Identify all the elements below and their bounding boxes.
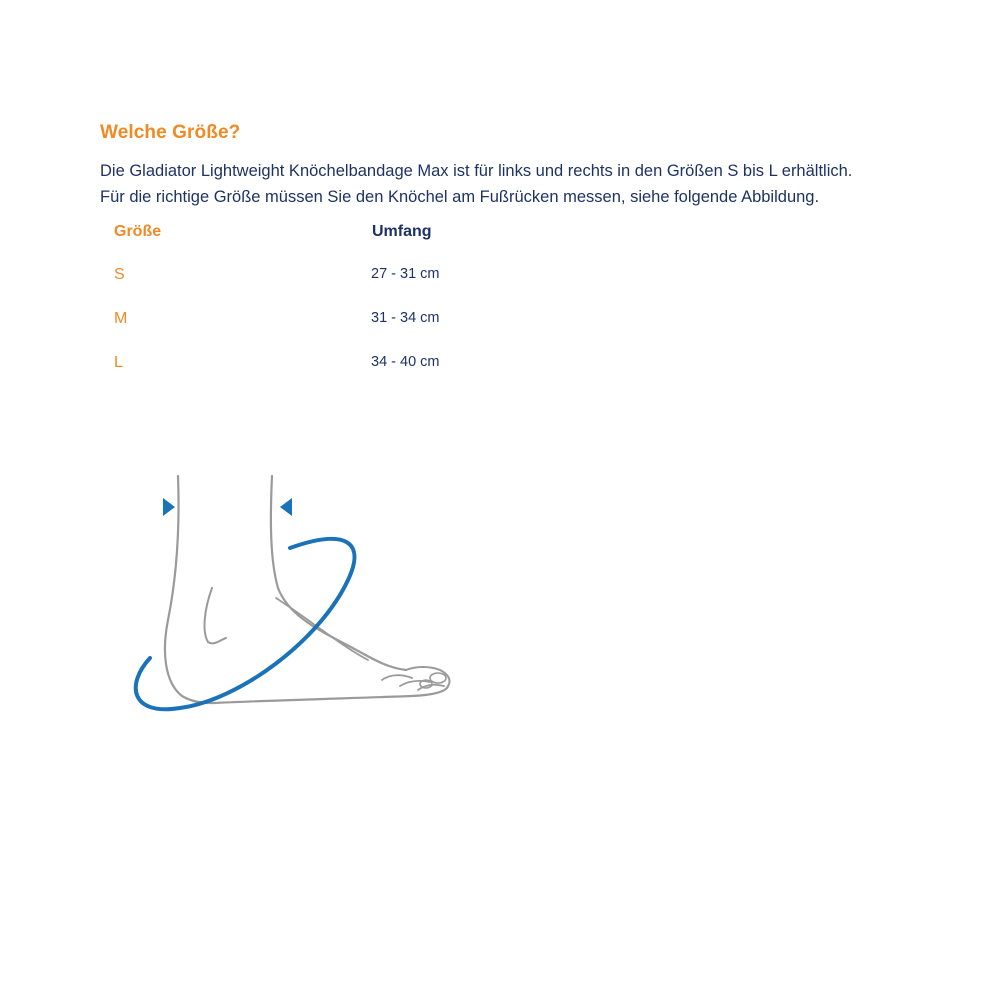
leg-back-outline xyxy=(165,476,214,703)
table-cell-circumference: 34 - 40 cm xyxy=(371,354,440,370)
column-header-size: Größe xyxy=(114,223,162,240)
sole-outline xyxy=(214,686,448,703)
description-line-2: Für die richtige Größe müssen Sie den Knöchel am Fußrücken messen, siehe folgende Abbildung. xyxy=(100,188,820,206)
table-cell-size: S xyxy=(114,266,125,283)
table-cell-size: M xyxy=(114,310,128,327)
toes-outline xyxy=(406,667,450,686)
table-cell-circumference: 31 - 34 cm xyxy=(371,310,440,326)
foot-measurement-illustration xyxy=(120,470,460,720)
ankle-bone-outline xyxy=(205,588,226,643)
table-cell-size: L xyxy=(114,354,123,371)
page-title: Welche Größe? xyxy=(100,122,241,143)
measuring-tape-loop xyxy=(136,539,355,709)
left-marker-icon xyxy=(163,498,175,516)
description-line-1: Die Gladiator Lightweight Knöchelbandage Max ist für links und rechts in den Größen S bis L erhältlich. xyxy=(100,162,853,180)
right-marker-icon xyxy=(280,498,292,516)
column-header-circumference: Umfang xyxy=(372,223,432,240)
table-cell-circumference: 27 - 31 cm xyxy=(371,266,440,282)
